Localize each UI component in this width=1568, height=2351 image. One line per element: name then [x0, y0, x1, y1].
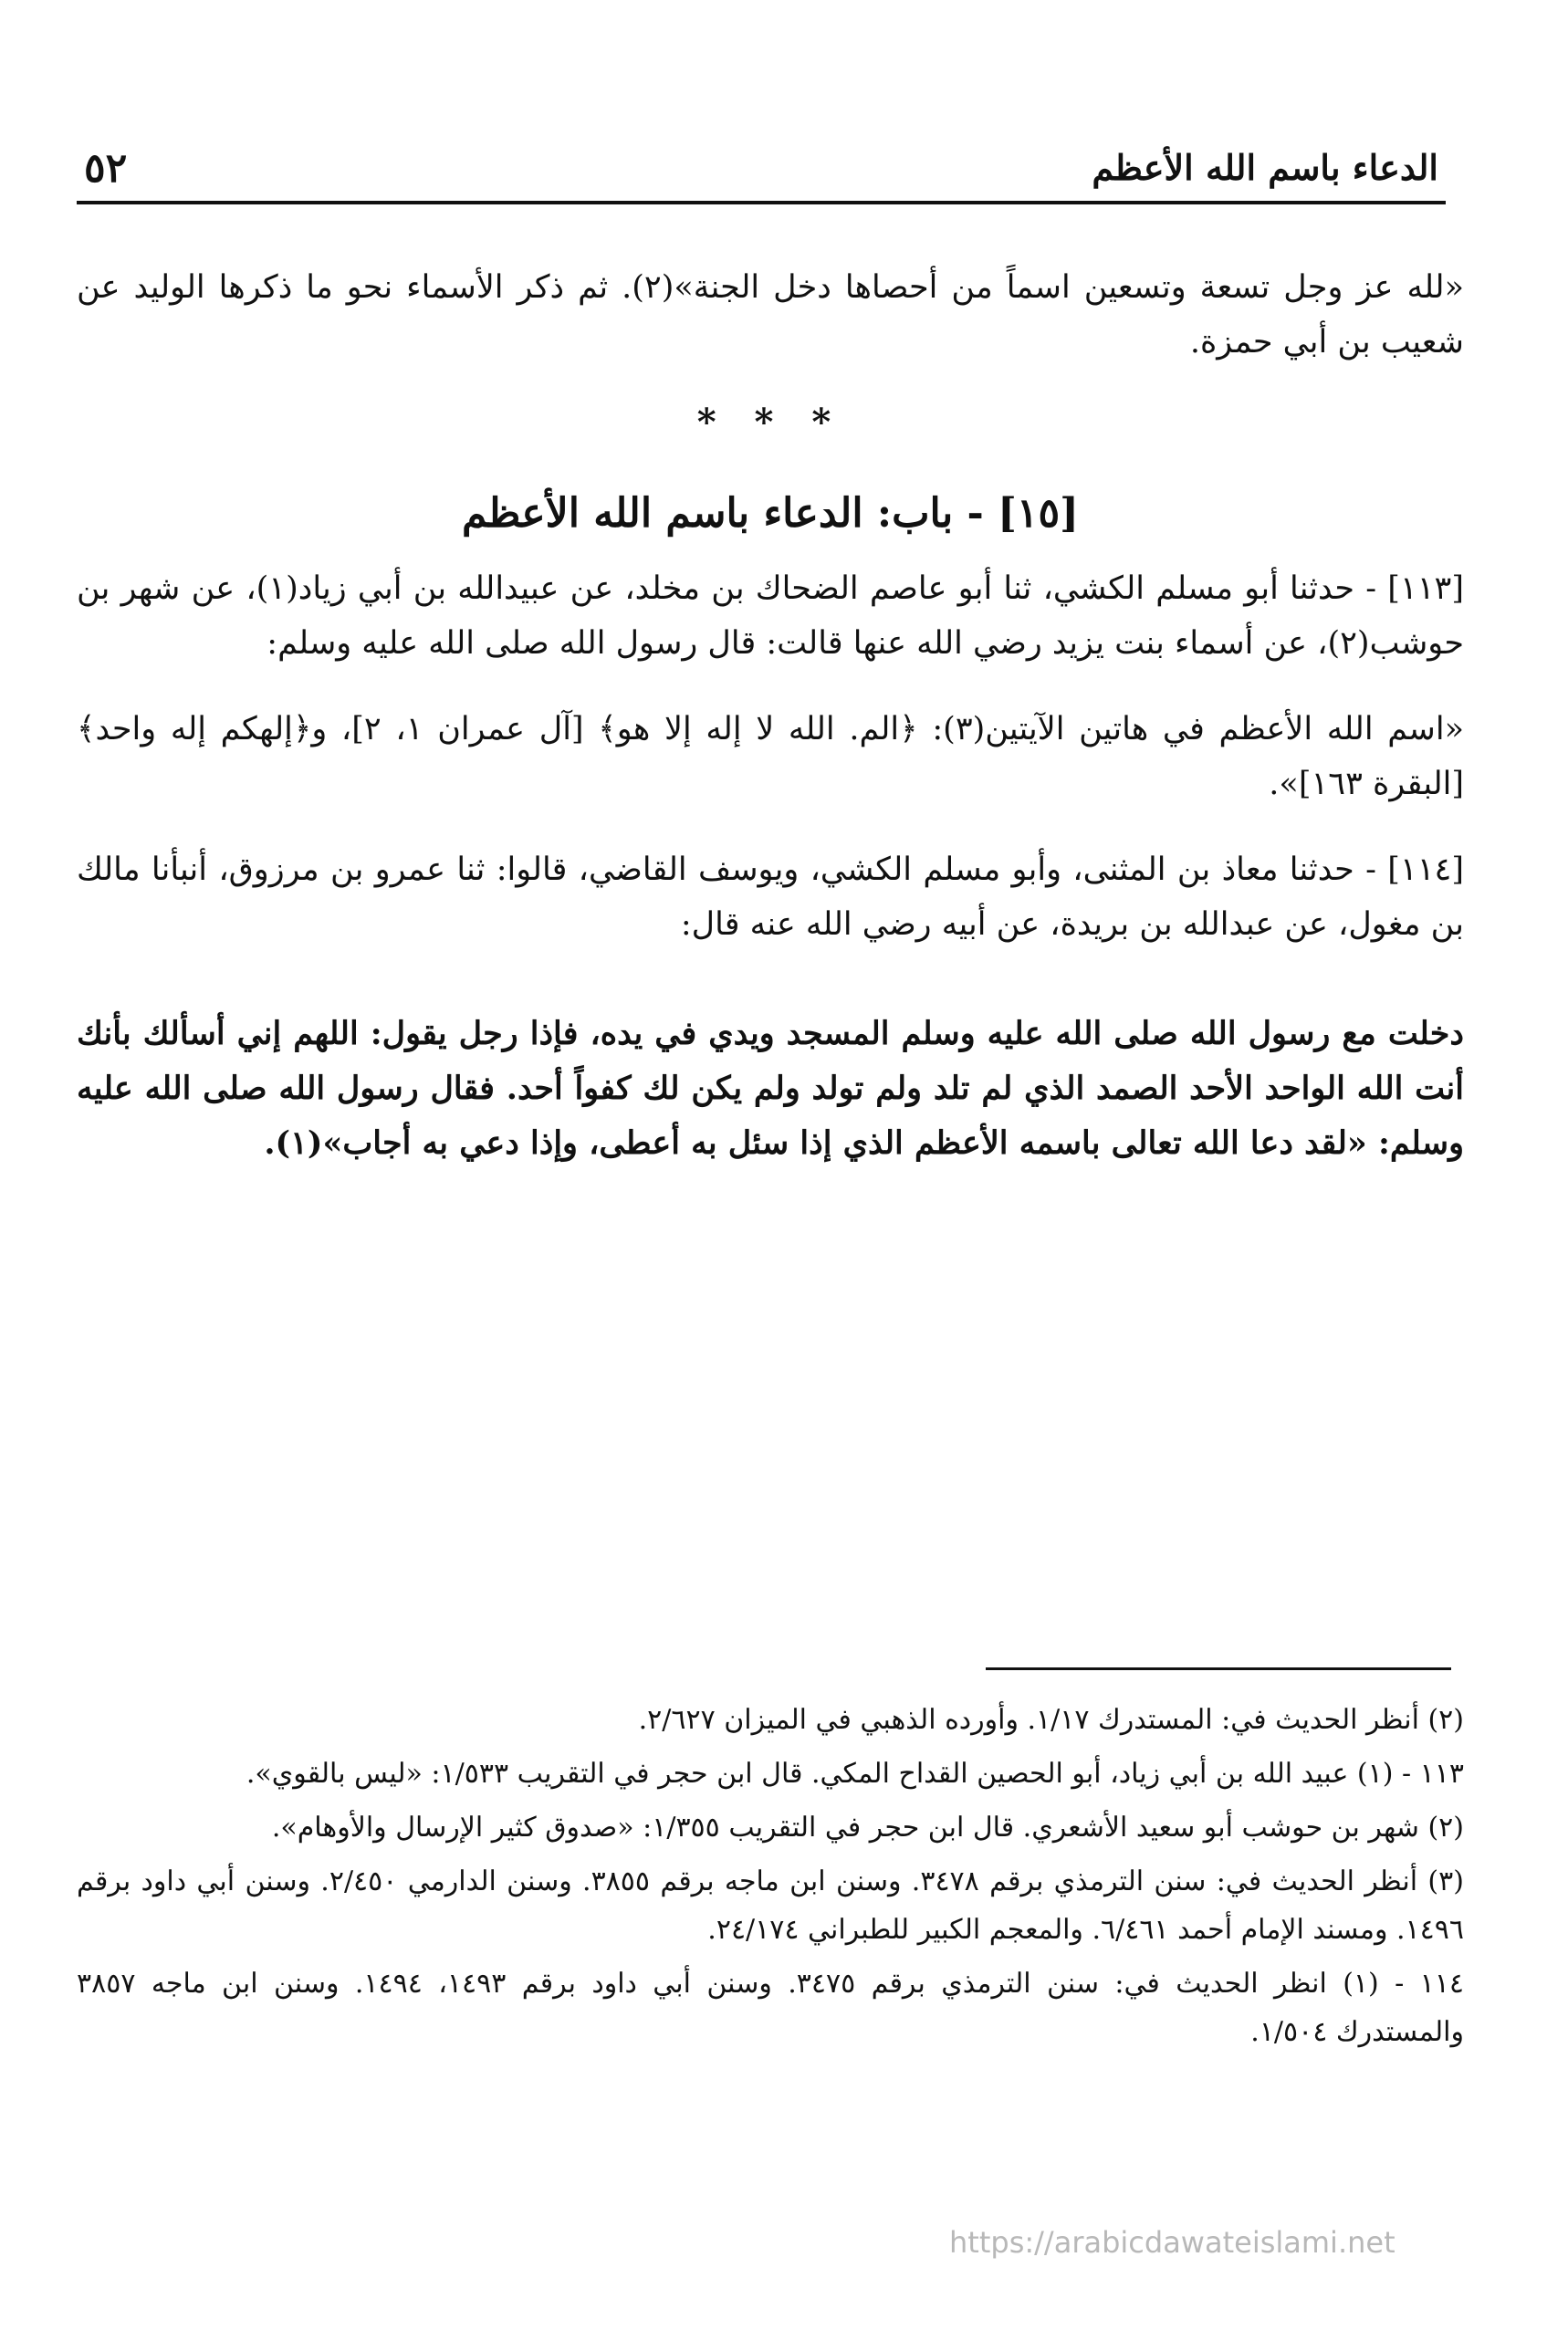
footnote: ١١٣ - (١) عبيد الله بن أبي زياد، أبو الحصين القداح المكي. قال ابن حجر في التقريب ١/٥٣٣: «ليس بالقوي». [246, 1758, 1464, 1790]
footnote: (٣) أنظر الحديث في: سنن الترمذي برقم ٣٤٧٨. وسنن ابن ماجه برقم ٣٨٥٥. وسنن الدارمي ٢/٤٥٠. وسنن أبي داود برقم ١٤٩٦. ومسند الإمام أحمد ٦/٤٦١. والمعجم الكبير للطبراني ٢٤/١٧٤. [77, 1865, 1464, 1946]
hadith-114-isnad: [١١٤] - حدثنا معاذ بن المثنى، وأبو مسلم الكشي، ويوسف القاضي، قالوا: ثنا عمرو بن مرزوق، أنبأنا مالك بن مغول، عن عبدالله بن بريدة، عن أبيه رضي الله عنه قال: [77, 852, 1464, 943]
intro-paragraph: «لله عز وجل تسعة وتسعين اسماً من أحصاها دخل الجنة»(٢). ثم ذكر الأسماء نحو ما ذكرها الوليد عن شعيب بن أبي حمزة. [77, 269, 1464, 360]
main-text [77, 260, 1464, 1171]
footnote: (٢) شهر بن حوشب أبو سعيد الأشعري. قال ابن حجر في التقريب ١/٣٥٥: «صدوق كثير الإرسال والأوهام». [271, 1812, 1464, 1844]
footnote: ١١٤ - (١) انظر الحديث في: سنن الترمذي برقم ٣٤٧٥. وسنن أبي داود برقم ١٤٩٣، ١٤٩٤. وسنن ابن ماجه ٣٨٥٧ والمستدرك ١/٥٠٤. [77, 1968, 1464, 2048]
chapter-heading: [١٥] - باب: الدعاء باسم الله الأعظم [461, 490, 1079, 537]
page-header [77, 128, 1446, 204]
section-separator: * * * [696, 401, 844, 444]
hadith-113-matn: «اسم الله الأعظم في هاتين الآيتين(٣): ﴿الم. الله لا إله إلا هو﴾ [آل عمران ١، ٢]، و﴿إلهكم إله واحد﴾ [البقرة ١٦٣]». [77, 711, 1464, 802]
hadith-113-isnad: [١١٣] - حدثنا أبو مسلم الكشي، ثنا أبو عاصم الضحاك بن مخلد، عن عبيدالله بن أبي زياد(١)، عن شهر بن حوشب(٢)، عن أسماء بنت يزيد رضي الله عنها قالت: قال رسول الله صلى الله عليه وسلم: [77, 570, 1464, 662]
footnote: (٢) أنظر الحديث في: المستدرك ١/١٧. وأورده الذهبي في الميزان ٢/٦٢٧. [638, 1704, 1464, 1736]
footnote-divider [986, 1667, 1451, 1670]
running-title: الدعاء باسم الله الأعظم [1092, 147, 1438, 188]
hadith-114-matn: دخلت مع رسول الله صلى الله عليه وسلم المسجد ويدي في يده، فإذا رجل يقول: اللهم إني أسألك بأنك أنت الله الواحد الأحد الصمد الذي لم تلد ولم تولد ولم يكن لك كفواً أحد. فقال رسول الله صلى الله عليه وسلم: «لقد دعا الله تعالى باسمه الأعظم الذي إذا سئل به أعطى، وإذا دعي به أجاب»(١). [77, 1015, 1464, 1162]
watermark: https://arabicdawateislami.net [949, 2225, 1396, 2260]
page-number: ٥٢ [84, 145, 128, 192]
footnotes [77, 1696, 1464, 2062]
